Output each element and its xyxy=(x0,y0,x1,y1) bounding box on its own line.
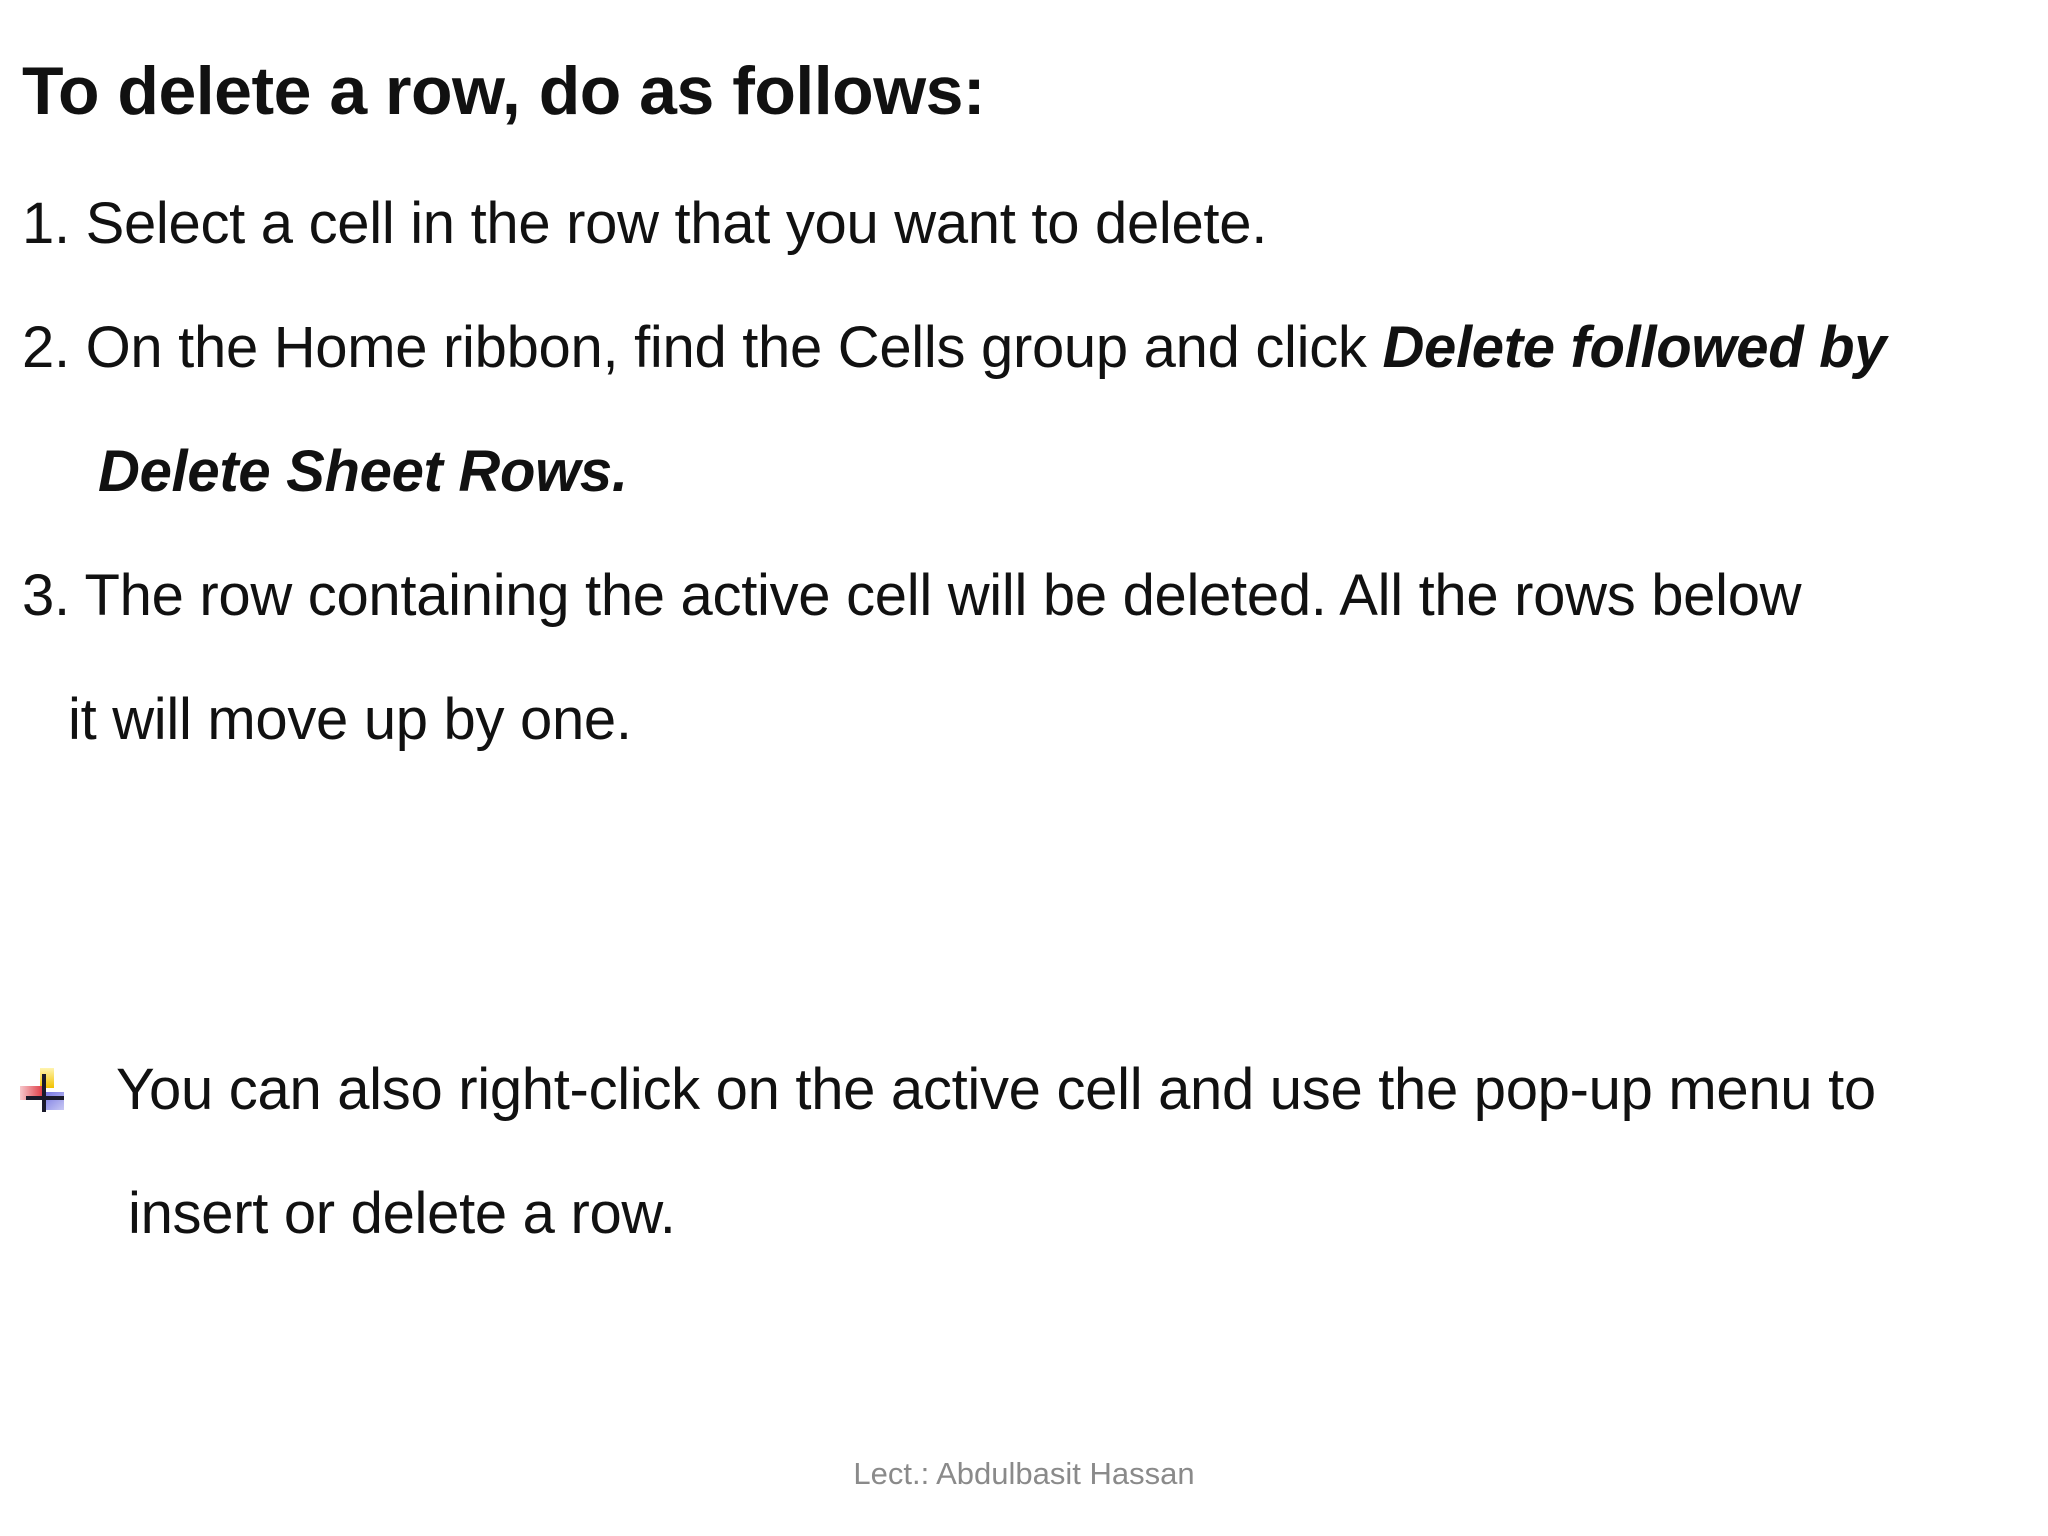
footer-lecturer: Lect.: Abdulbasit Hassan xyxy=(853,1456,1195,1491)
step-2 xyxy=(22,314,1886,381)
step-3-line-1: 3. The row containing the active cell will be deleted. All the rows below xyxy=(22,563,1802,628)
bullet-cross-icon xyxy=(20,1068,66,1114)
step-1: 1. Select a cell in the row that you want to delete. xyxy=(22,191,1268,256)
step-2-text: 2. On the Home ribbon, find the Cells group and click xyxy=(22,315,1383,380)
step-3-line-2: it will move up by one. xyxy=(68,687,632,752)
note-line-1: You can also right-click on the active cell and use the pop-up menu to xyxy=(116,1057,1876,1122)
slide-title: To delete a row, do as follows: xyxy=(22,53,986,129)
step-2-continuation: Delete Sheet Rows. xyxy=(98,439,628,504)
note-line-2: insert or delete a row. xyxy=(128,1181,676,1246)
step-2-emphasis: Delete followed by xyxy=(1382,315,1887,380)
